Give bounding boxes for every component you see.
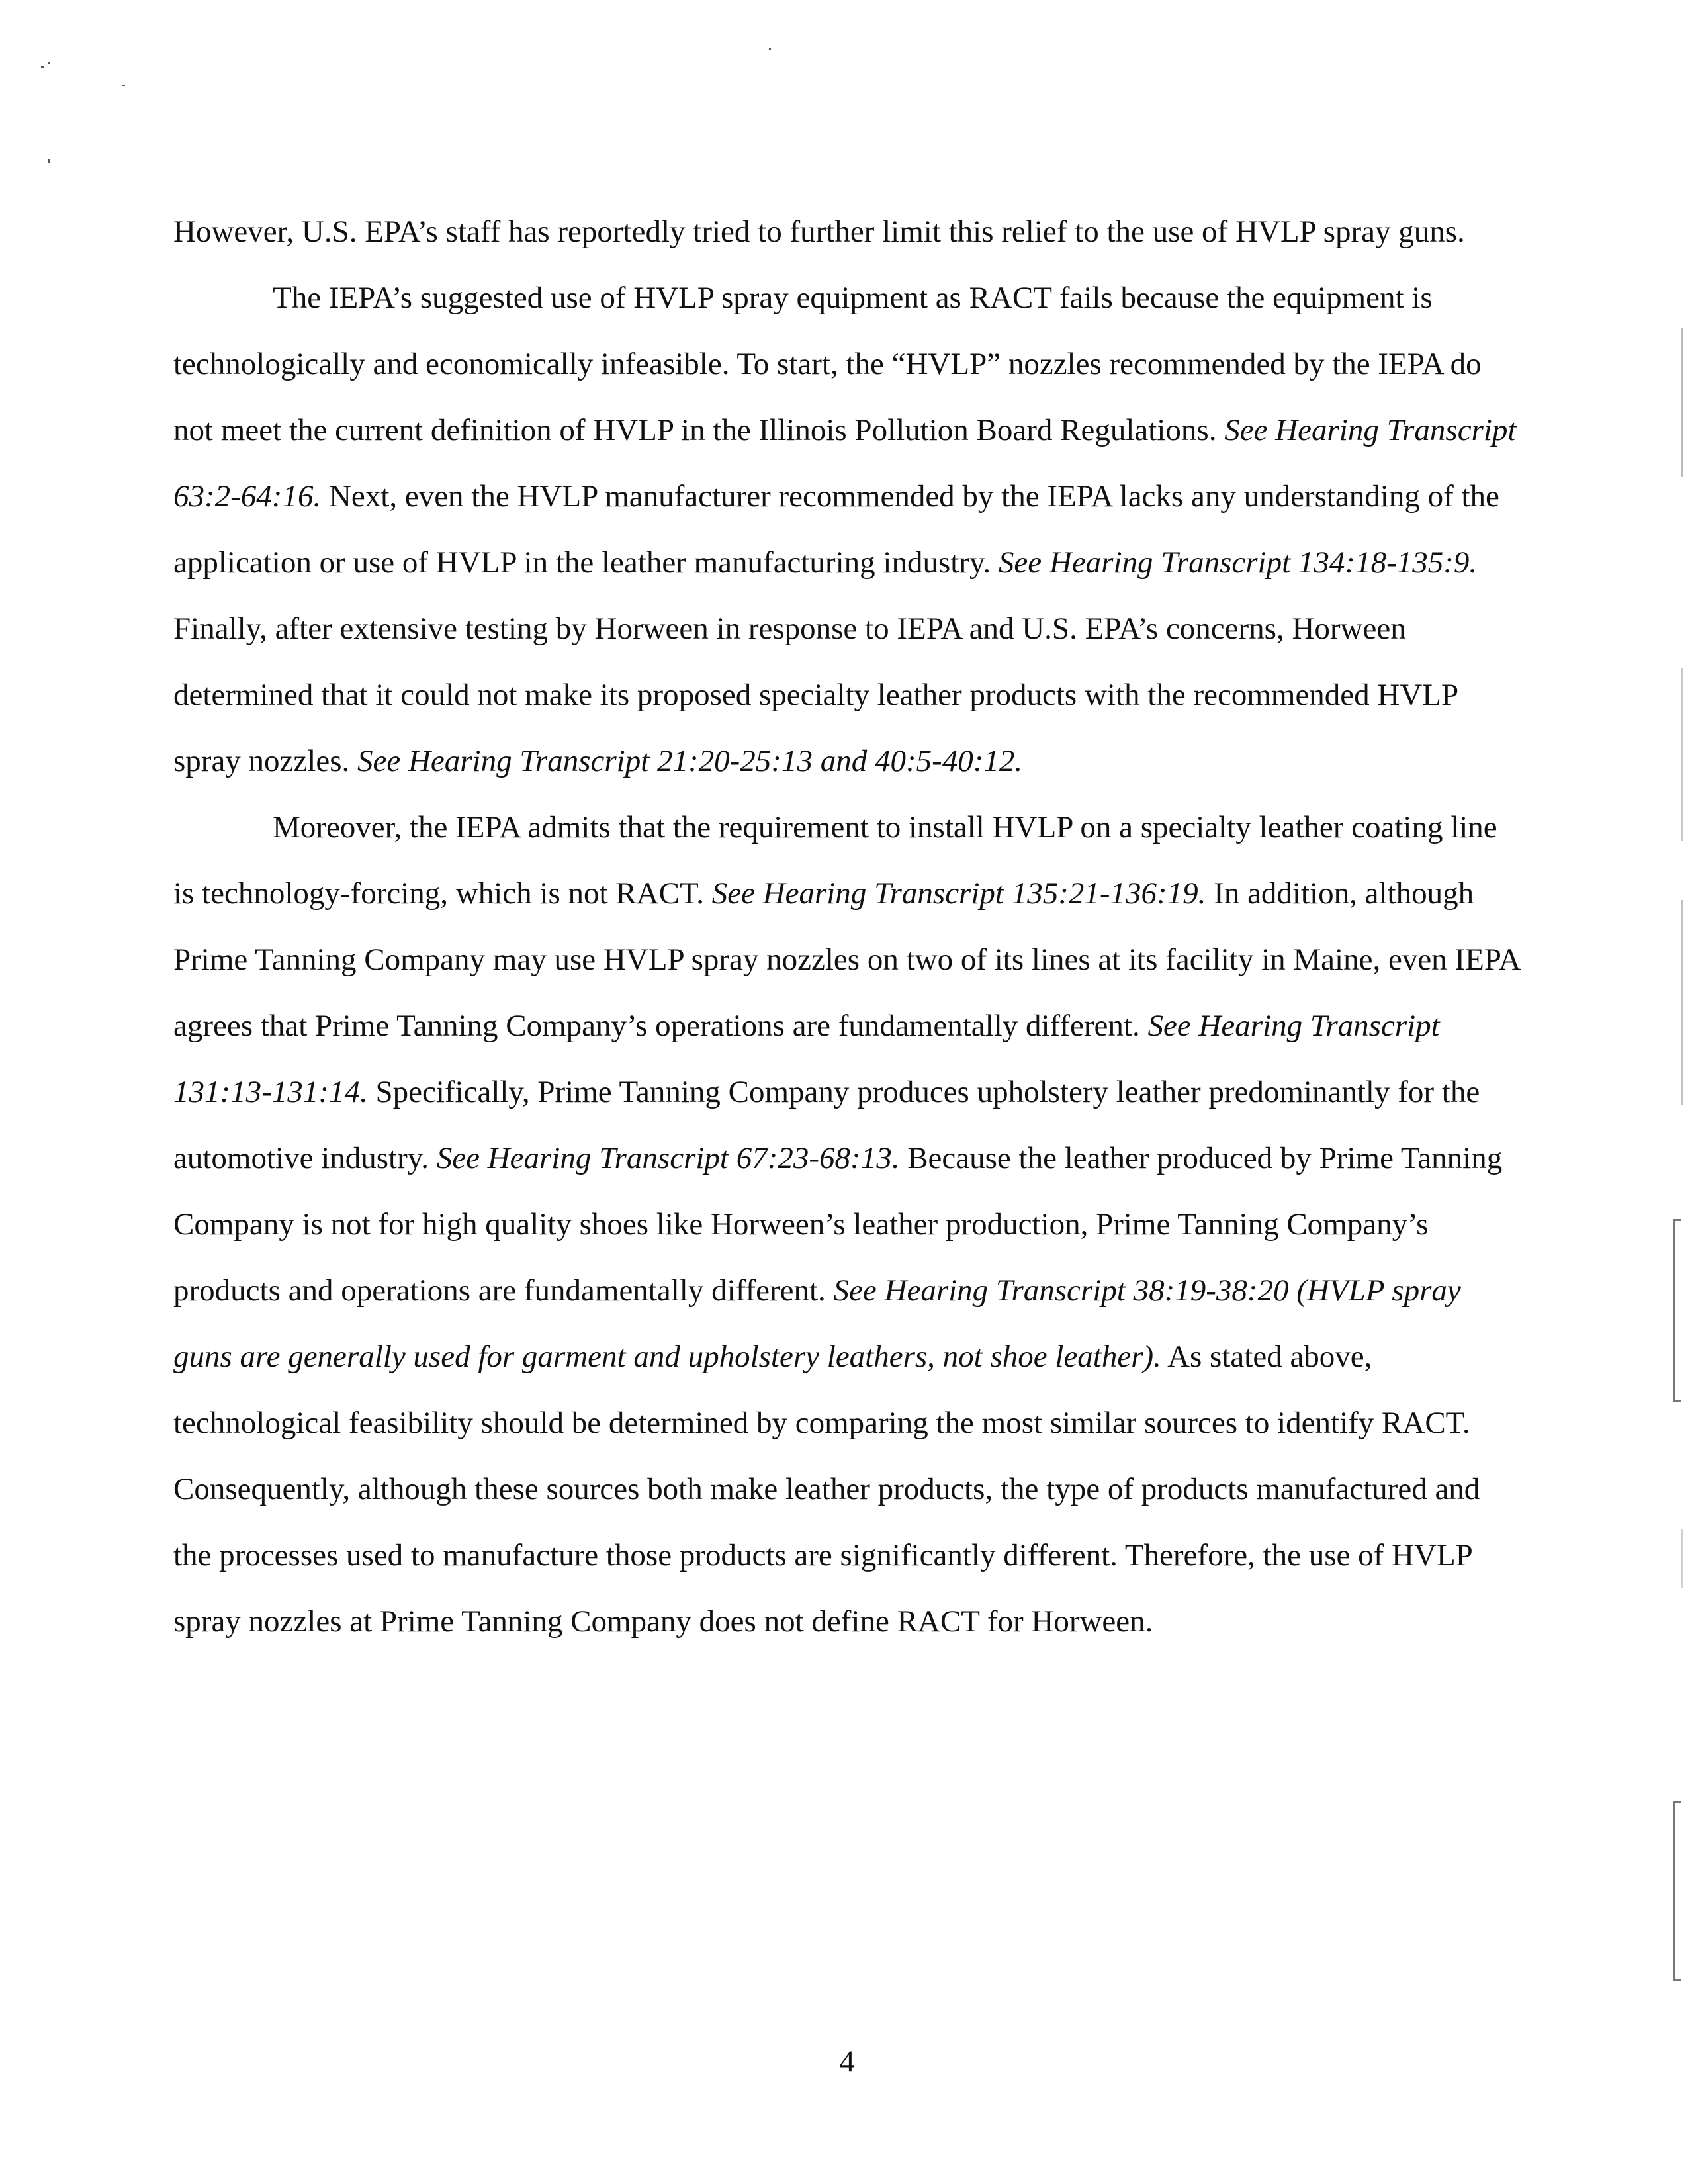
scan-edge-line	[1681, 1529, 1683, 1588]
text-run: Next, even the HVLP manufacturer recommended by the IEPA lacks any understanding of the application or use of HVLP in the leather manufacturing industry.	[173, 479, 1499, 580]
scan-speck	[122, 85, 125, 86]
paragraph	[173, 265, 1523, 794]
citation: See Hearing Transcript 134:18-135:9.	[998, 545, 1478, 580]
text-run: Because the leather produced by Prime Tanning Company is not for high quality shoes like Horween’s leather production, Prime Tanning Company’s products and operations are fundamentally different.	[173, 1141, 1503, 1308]
text-run: Finally, after extensive testing by Horween in response to IEPA and U.S. EPA’s concerns, Horween determined that it could not make its proposed specialty leather products with the recommended HVLP spray nozzles.	[173, 612, 1458, 778]
paragraph	[173, 199, 1523, 265]
paragraph	[173, 794, 1523, 1655]
scan-edge-bracket	[1673, 1219, 1681, 1402]
scan-speck	[48, 159, 50, 163]
text-run: Moreover, the IEPA admits that the requirement to install HVLP on a specialty leather coating line is technology-forcing, which is not RACT.	[173, 810, 1497, 911]
text-run: As stated above, technological feasibility should be determined by comparing the most similar sources to identify RACT. Consequently, although these sources both make leather products, the type of products manufactured and the processes used to manufacture those products are significantly different. Therefore, the use of HVLP spray nozzles at Prime Tanning Company does not define RACT for Horween.	[173, 1340, 1480, 1639]
citation: See Hearing Transcript 63:2-64:16.	[173, 413, 1517, 514]
citation: See Hearing Transcript 38:19-38:20 (HVLP spray guns are generally used for garment and upholstery leathers, not shoe leather).	[173, 1273, 1461, 1374]
body-text	[173, 199, 1523, 1655]
citation: See Hearing Transcript 21:20-25:13 and 40:5-40:12.	[357, 744, 1023, 778]
scan-speck	[48, 62, 50, 64]
text-run: Specifically, Prime Tanning Company produces upholstery leather predominantly for the automotive industry.	[173, 1075, 1480, 1175]
scan-edge-line	[1681, 900, 1683, 1105]
scan-edge-line	[1681, 328, 1683, 477]
text-run: In addition, although Prime Tanning Company may use HVLP spray nozzles on two of its lines at its facility in Maine, even IEPA agrees that Prime Tanning Company’s operations are fundamentally different.	[173, 876, 1519, 1043]
citation: See Hearing Transcript 135:21-136:19.	[711, 876, 1206, 911]
citation: See Hearing Transcript 67:23-68:13.	[436, 1141, 900, 1175]
scan-edge-bracket	[1673, 1801, 1681, 1981]
scan-edge-line	[1681, 668, 1683, 841]
citation: See Hearing Transcript 131:13-131:14.	[173, 1009, 1440, 1109]
text-run: The IEPA’s suggested use of HVLP spray equipment as RACT fails because the equipment is technologically and economically infeasible. To start, the “HVLP” nozzles recommended by the IEPA do not meet the current definition of HVLP in the Illinois Pollution Board Regulations.	[173, 281, 1482, 447]
scan-speck	[769, 48, 771, 50]
page-number: 4	[839, 2044, 855, 2079]
text-run: However, U.S. EPA’s staff has reportedly tried to further limit this relief to the use of HVLP spray guns.	[173, 214, 1465, 249]
scan-speck	[41, 66, 44, 68]
